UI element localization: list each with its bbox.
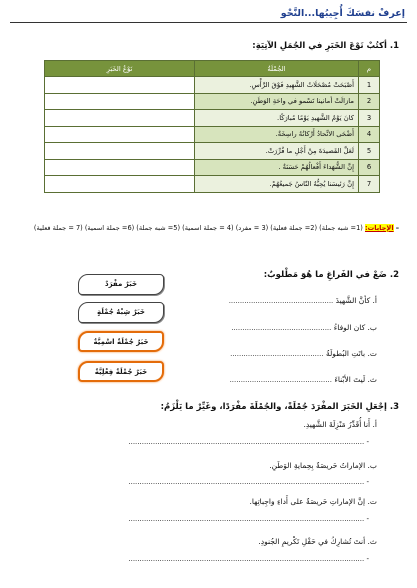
option-box-semi-sentence[interactable]: خَبَرٌ شِبْهُ جُمْلَةٍ xyxy=(78,302,164,323)
bullet-dash: - xyxy=(366,555,369,563)
q3-heading xyxy=(161,402,399,412)
item-text: كان الوفاءُ xyxy=(333,323,366,332)
table-row xyxy=(45,176,380,193)
table-row xyxy=(45,126,380,143)
q3-item-b xyxy=(269,461,377,470)
q2-item-a xyxy=(229,296,377,305)
page-title: إعرفْ نفسَكَ أُجِيبُها...النَّحْو xyxy=(280,8,405,19)
answers-text: (1= شبه جملة) (2= جملة فعلية) (3 = مفرد) (4 = جملة اسمية) (5= شبه جملة) (6= جملة اسمية) (7 = جملة فعلية) xyxy=(33,224,363,232)
table-row xyxy=(45,77,380,94)
row-num: 3 xyxy=(359,110,380,127)
row-num: 1 xyxy=(359,77,380,94)
q2-number: 2. xyxy=(389,270,399,280)
blank-line[interactable]: ............................................. xyxy=(231,324,332,332)
q3-answer-line-a[interactable]: - .......................................................................................................... xyxy=(128,438,369,446)
blank-line[interactable]: .......................................... xyxy=(230,350,324,358)
row-num: 4 xyxy=(359,126,380,143)
q3-answer-line-d[interactable]: - .......................................................................................................... xyxy=(128,555,369,563)
item-text: أَنا أُقَدِّرُ مَنْزِلَةَ الشَّهيدِ. xyxy=(303,420,371,429)
table-row xyxy=(45,143,380,160)
item-text: كأنَّ الشَّهيدَ xyxy=(335,296,371,305)
table-row xyxy=(45,93,380,110)
row-sentence: كانَ يَوْمُ الشَّهيدِ يَوْمًا مُبارَكًا. xyxy=(195,110,359,127)
row-sentence: إِنَّ الشُّهَداءَ أَفْعالُهُمْ حَسَنَةٌ . xyxy=(195,159,359,176)
q2-heading xyxy=(264,270,399,280)
answer-cell[interactable] xyxy=(45,77,195,94)
row-sentence: أَضْحَى الاتِّحادُ أَرْكانُهُ راسِخَةٌ. xyxy=(195,126,359,143)
q3-item-c xyxy=(249,497,377,506)
q1-number: 1. xyxy=(389,41,399,51)
bullet-dash: - xyxy=(366,438,369,446)
table-row xyxy=(45,159,380,176)
q3-answer-line-b[interactable]: - .......................................................................................................... xyxy=(128,478,369,486)
option-box-nominal-sentence[interactable]: خَبَرٌ جُمْلَةٌ اسْمِيَّةٌ xyxy=(78,331,164,352)
blank-line[interactable]: ............................................... xyxy=(228,297,334,305)
row-sentence: مازالَتْ أمانينا تَسْمو في واحَةِ الوَطَنِ. xyxy=(195,93,359,110)
col-header-sentence: الجُمْلَةُ xyxy=(195,61,359,77)
option-box-single[interactable]: خَبَرٌ مفْرَدٌ xyxy=(78,274,164,295)
item-letter: ث. xyxy=(367,537,377,546)
q1-heading-text: أكتُبْ نَوْعَ الخَبَرِ في الجُمَلِ الآتِيَةِ: xyxy=(252,41,387,51)
col-header-type: نَوْعُ الخَبَرِ xyxy=(45,61,195,77)
title-divider xyxy=(10,22,407,23)
item-letter: ت. xyxy=(367,349,377,358)
sentences-table xyxy=(44,60,380,193)
q3-item-d xyxy=(258,537,377,546)
answers-label: الإجابات: xyxy=(364,224,394,232)
bullet-dash: - xyxy=(366,515,369,523)
item-letter: أ. xyxy=(372,420,377,429)
blank-line[interactable]: .............................................. xyxy=(229,376,332,384)
answer-cell[interactable] xyxy=(45,159,195,176)
table-row xyxy=(45,110,380,127)
q2-item-b xyxy=(231,323,377,332)
item-letter: أ. xyxy=(372,296,377,305)
row-num: 7 xyxy=(359,176,380,193)
item-letter: ث. xyxy=(367,375,377,384)
answer-cell[interactable] xyxy=(45,110,195,127)
answer-cell[interactable] xyxy=(45,143,195,160)
q2-item-d xyxy=(230,375,377,384)
row-num: 5 xyxy=(359,143,380,160)
answer-cell[interactable] xyxy=(45,93,195,110)
q3-heading-text: إجْعَلِ الخَبَرَ المفْرَدَ جُمْلَةً، والجُمْلَةَ مفْرَدًا، وغَيِّرْ ما يَلْزَمُ: xyxy=(160,402,387,412)
item-text: إنَّ الإماراتِ حَريصَةٌ على أَداءِ واجِباتِها. xyxy=(249,497,366,506)
bullet-dash: – xyxy=(395,224,399,232)
item-text: لَيتَ الأبْناءَ xyxy=(334,375,366,384)
bullet-dash: - xyxy=(366,478,369,486)
item-letter: ب. xyxy=(367,323,377,332)
q1-heading xyxy=(252,41,399,51)
col-header-num: م xyxy=(359,61,380,77)
answer-cell[interactable] xyxy=(45,176,195,193)
item-letter: ب. xyxy=(367,461,377,470)
q2-heading-text: ضَعْ في الفَراغِ ما هُوَ مَطْلوبٌ: xyxy=(263,270,387,280)
table-header-row xyxy=(45,61,380,77)
row-num: 6 xyxy=(359,159,380,176)
row-sentence: إِنَّ رَئيسَنا يُحِبُّهُ النّاسُ جَميعُهُمْ. xyxy=(195,176,359,193)
item-text: باتَتِ البُطولَةُ xyxy=(325,349,366,358)
row-sentence: أَصْبَحَتْ مُصْحَلَاتُ الشَّهِيدِ فَوْقَ الرَّأْسِ. xyxy=(195,77,359,94)
item-text: أنتَ تُشارِكُ في حَفْلِ تَكْريمِ الجُنودِ. xyxy=(258,537,366,546)
q2-item-c xyxy=(230,349,377,358)
answers-note xyxy=(19,222,399,235)
row-sentence: لَعَلَّ القَصيدَةَ مِنْ أَجْلِ ما قُرِّرَتْ. xyxy=(195,143,359,160)
item-letter: ت. xyxy=(367,497,377,506)
row-num: 2 xyxy=(359,93,380,110)
q3-number: 3. xyxy=(389,402,399,412)
q3-item-a xyxy=(303,420,377,429)
q3-answer-line-c[interactable]: - .......................................................................................................... xyxy=(128,515,369,523)
item-text: الإماراتُ حَريصَةٌ بِحِمايةِ الوَطَنِ. xyxy=(269,461,366,470)
answer-cell[interactable] xyxy=(45,126,195,143)
option-box-verbal-sentence[interactable]: خَبَرٌ جُمْلَةٌ فِعْلِيَّةٌ xyxy=(78,361,164,382)
